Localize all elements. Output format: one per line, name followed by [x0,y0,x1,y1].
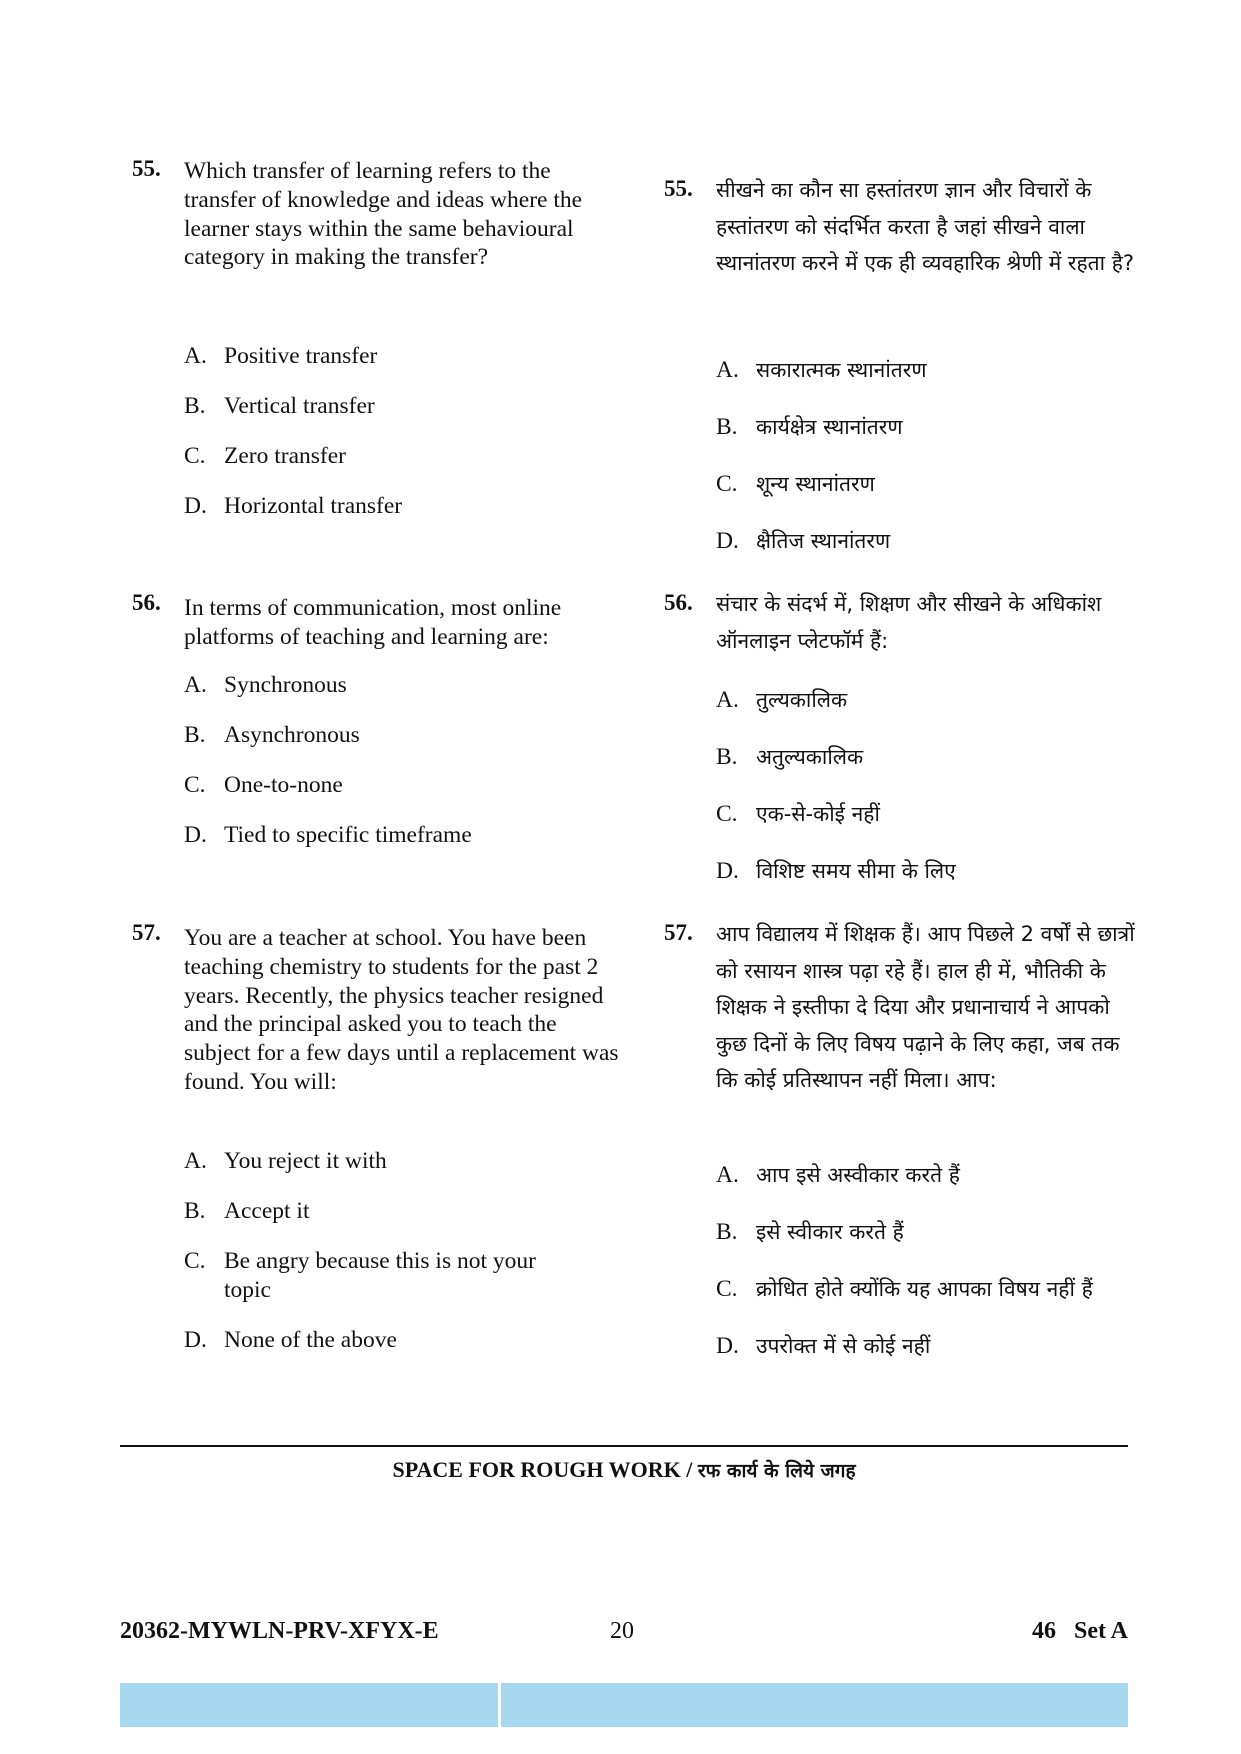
option-d [716,1331,930,1361]
option-c [716,469,875,499]
option-letter: C. [184,443,206,469]
option-letter: C. [184,772,206,798]
option-c [716,799,880,829]
option-letter: A. [716,357,739,383]
rough-work-hindi: रफ कार्य के लिये जगह [697,1460,856,1482]
option-text: Vertical transfer [224,393,375,419]
option-d [716,856,956,886]
option-b [716,1217,904,1247]
option-d [184,492,402,521]
option-text: एक-से-कोई नहीं [756,802,880,826]
option-letter: C. [716,801,738,827]
question-text: You are a teacher at school. You have been teaching chemistry to students for the past 2 years. Recently, the physics teacher resigned and the principal asked you to teach the subject for a few days until a replacement was found. You will: [184,925,619,1095]
option-d [184,821,472,850]
option-a [716,355,927,385]
option-text: विशिष्ट समय सीमा के लिए [756,859,956,883]
option-text: Be angry because this is not your topic [224,1248,536,1303]
option-d [716,526,890,556]
option-a [716,1160,960,1190]
rough-work-english: SPACE FOR ROUGH WORK / [392,1457,698,1482]
option-letter: B. [716,1219,738,1245]
option-letter: D. [716,858,739,884]
option-letter: A. [716,1162,739,1188]
option-text: आप इसे अस्वीकार करते हैं [756,1163,960,1187]
option-text: सकारात्मक स्थानांतरण [756,358,927,382]
question-number: 57. [132,920,161,945]
option-a [184,671,347,700]
option-b [184,1197,309,1226]
option-text: One-to-none [224,772,343,798]
option-text: You reject it with [224,1148,387,1174]
option-letter: A. [716,687,739,713]
option-letter: B. [184,393,206,419]
option-letter: A. [184,672,207,698]
question-text: Which transfer of learning refers to the transfer of knowledge and ideas where the learner stays within the same behavioural category in making the transfer? [184,158,583,271]
option-text: उपरोक्त में से कोई नहीं [756,1334,931,1358]
question-text: संचार के संदर्भ में, शिक्षण और सीखने के अधिकांश ऑनलाइन प्लेटफॉर्म हैं: [716,592,1102,653]
option-text: क्षैतिज स्थानांतरण [756,529,891,553]
option-b [716,412,903,442]
option-letter: D. [184,1327,207,1353]
option-b [184,721,360,750]
question-text: In terms of communication, most online platforms of teaching and learning are: [184,595,562,650]
question-text: सीखने का कौन सा हस्तांतरण ज्ञान और विचारों के हस्तांतरण को संदर्भित करता है जहां सीखने वाला स्थानांतरण करने में एक ही व्यवहारिक श्रेणी में रहता है? [716,178,1135,275]
question-text: आप विद्यालय में शिक्षक हैं। आप पिछले 2 वर्षों से छात्रों को रसायन शास्त्र पढ़ा रहे हैं। हाल ही में, भौतिकी के शिक्षक ने इस्तीफा दे दिया और प्रधानाचार्य ने आपको कुछ दिनों के लिए विषय पढ़ाने के लिए कहा, जब तक कि कोई प्रतिस्थापन नहीं मिला। आप: [716,922,1135,1092]
option-letter: B. [184,722,206,748]
question-number: 55. [664,176,693,201]
question-number: 55. [132,156,161,181]
option-text: Zero transfer [224,443,346,469]
divider [120,1445,1128,1447]
option-letter: C. [184,1248,206,1274]
option-text: Tied to specific timeframe [224,822,472,848]
page-number: 20 [610,1618,634,1644]
option-text: कार्यक्षेत्र स्थानांतरण [756,415,903,439]
option-text: Synchronous [224,672,347,698]
question-number: 57. [664,920,693,945]
option-c [184,442,346,471]
option-text: Horizontal transfer [224,493,403,519]
option-letter: C. [716,471,738,497]
option-text: तुल्यकालिक [756,688,848,712]
option-letter: D. [716,528,739,554]
option-b [184,392,375,421]
option-letter: B. [716,744,738,770]
option-text: इसे स्वीकार करते हैं [756,1220,904,1244]
question-number: 56. [132,590,161,615]
question-number: 56. [664,590,693,615]
rough-work-heading [120,1457,1128,1483]
paper-code: 20362-MYWLN-PRV-XFYX-E [120,1618,439,1644]
option-c [716,1274,1156,1304]
option-letter: D. [716,1333,739,1359]
option-text: शून्य स्थानांतरण [756,472,875,496]
option-letter: B. [184,1198,206,1224]
option-b [716,742,863,772]
option-text: Positive transfer [224,343,378,369]
option-letter: A. [184,1148,207,1174]
footer-band-right [501,1683,1128,1727]
option-a [716,685,847,715]
option-letter: A. [184,343,207,369]
option-text: Accept it [224,1198,310,1224]
option-c [184,1247,584,1305]
option-a [184,1147,387,1176]
option-letter: B. [716,414,738,440]
option-letter: D. [184,493,207,519]
option-a [184,342,377,371]
option-text: None of the above [224,1327,397,1353]
option-letter: C. [716,1276,738,1302]
option-d [184,1326,397,1355]
set-label: 46 Set A [1032,1618,1128,1644]
option-letter: D. [184,822,207,848]
option-text: क्रोधित होते क्योंकि यह आपका विषय नहीं हैं [756,1277,1093,1301]
footer-band-left [120,1683,498,1727]
option-text: Asynchronous [224,722,360,748]
option-c [184,771,343,800]
option-text: अतुल्यकालिक [756,745,864,769]
